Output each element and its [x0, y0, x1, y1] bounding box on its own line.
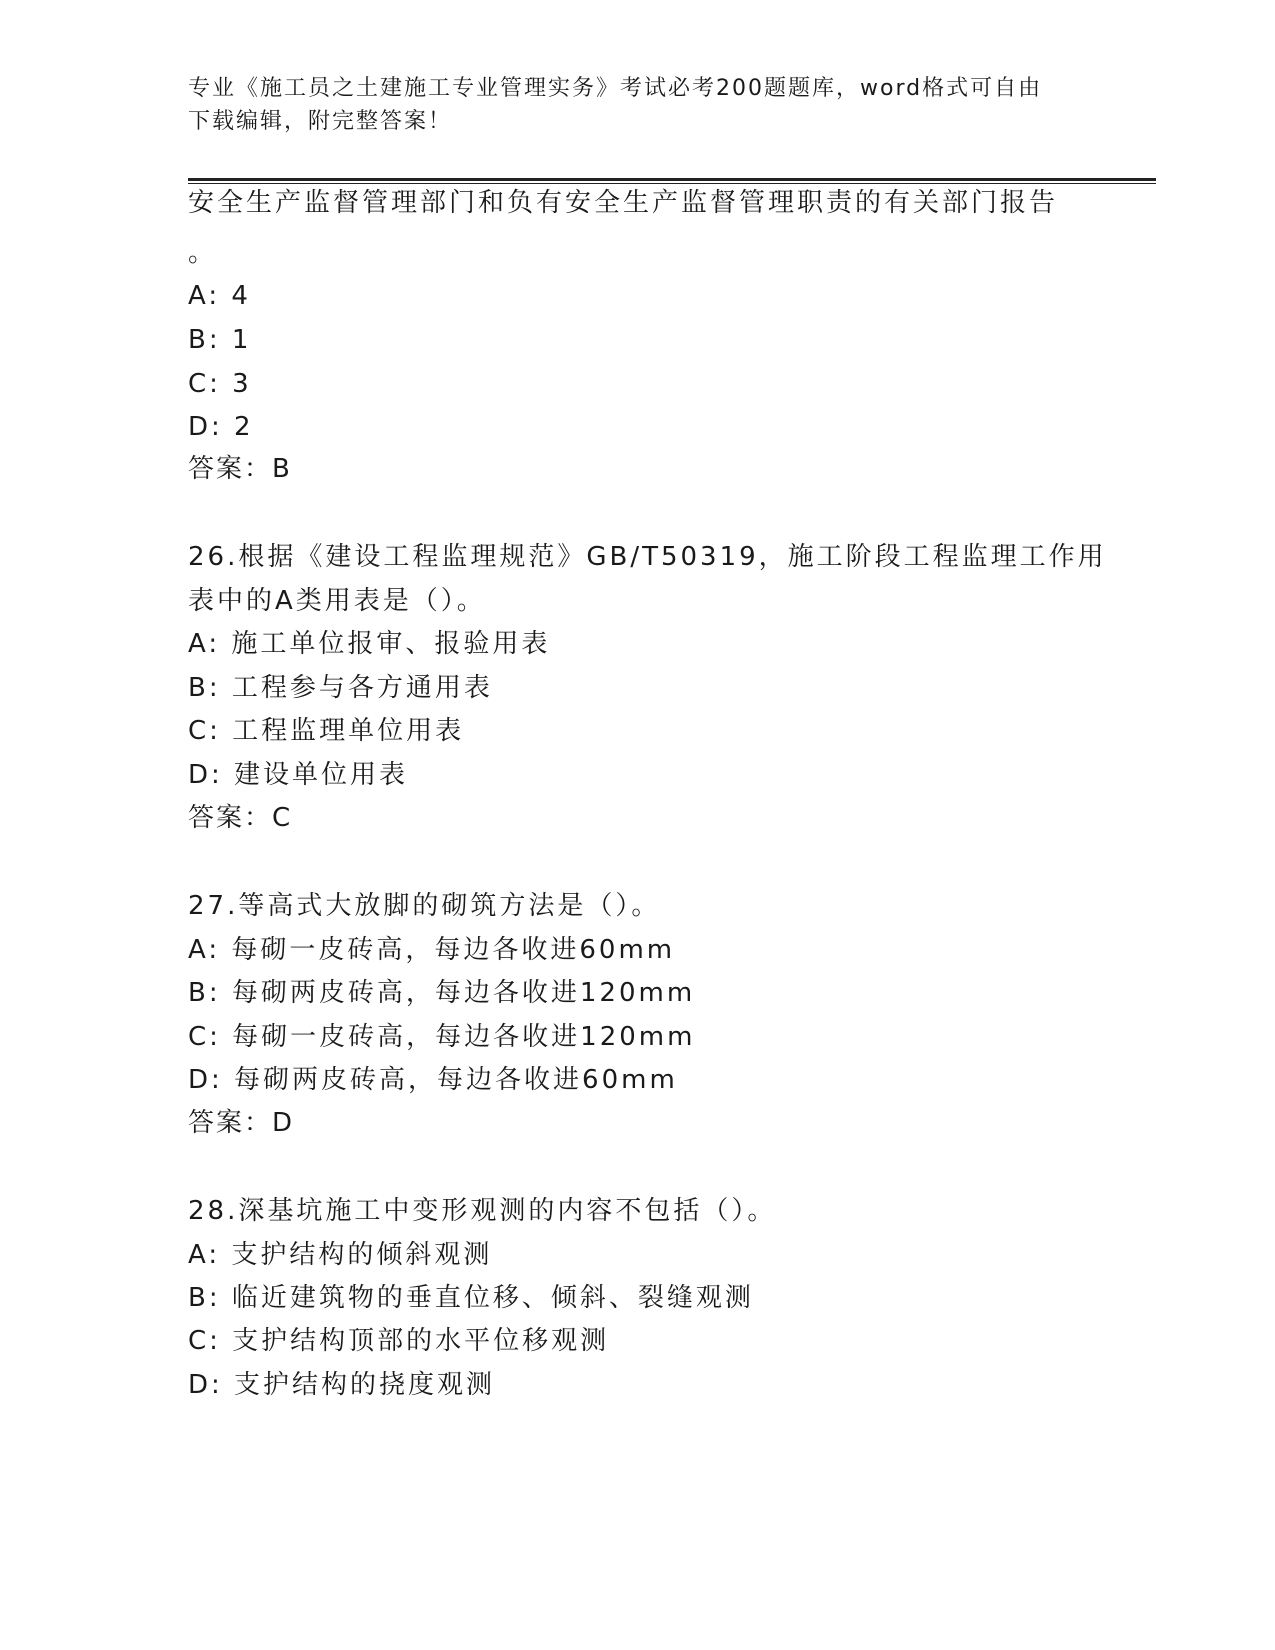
- q27-line-1: 27.等高式大放脚的砌筑方法是（）。: [188, 891, 661, 921]
- q27-answer: 答案：D: [188, 1108, 295, 1138]
- q28-option-b: B: 临近建筑物的垂直位移、倾斜、裂缝观测: [188, 1283, 754, 1313]
- q28-option-a: A: 支护结构的倾斜观测: [188, 1240, 493, 1270]
- q27-option-b: B: 每砌两皮砖高，每边各收进120mm: [188, 978, 696, 1008]
- document-header: [188, 72, 1068, 138]
- q27-option-c: C: 每砌一皮砖高，每边各收进120mm: [188, 1022, 696, 1052]
- header-line-1: 专业《施工员之土建施工专业管理实务》考试必考200题题库，word格式可自由: [188, 76, 1043, 101]
- q26-option-c: C: 工程监理单位用表: [188, 716, 465, 746]
- q26-option-a: A: 施工单位报审、报验用表: [188, 629, 551, 659]
- header-line-2: 下载编辑，附完整答案！: [188, 109, 453, 134]
- q27-option-a: A: 每砌一皮砖高，每边各收进60mm: [188, 935, 676, 965]
- header-divider-thick: [188, 178, 1156, 181]
- intro-answer: 答案：B: [188, 454, 292, 484]
- q28-option-c: C: 支护结构顶部的水平位移观测: [188, 1326, 610, 1356]
- q26-line-2: 表中的A类用表是（）。: [188, 586, 486, 616]
- q26-answer: 答案：C: [188, 803, 293, 833]
- q26-option-d: D: 建设单位用表: [188, 760, 409, 790]
- intro-line-2: 。: [188, 238, 218, 268]
- header-divider-thin: [188, 183, 1156, 184]
- intro-line-1: 安全生产监督管理部门和负有安全生产监督管理职责的有关部门报告: [188, 188, 1059, 218]
- intro-option-c: C: 3: [188, 369, 252, 399]
- intro-option-b: B: 1: [188, 325, 252, 355]
- q26-option-b: B: 工程参与各方通用表: [188, 673, 493, 703]
- intro-option-a: A: 4: [188, 281, 251, 311]
- q27-option-d: D: 每砌两皮砖高，每边各收进60mm: [188, 1065, 678, 1095]
- intro-option-d: D: 2: [188, 412, 254, 442]
- q28-line-1: 28.深基坑施工中变形观测的内容不包括（）。: [188, 1196, 777, 1226]
- q28-option-d: D: 支护结构的挠度观测: [188, 1370, 496, 1400]
- q26-line-1: 26.根据《建设工程监理规范》GB/T50319，施工阶段工程监理工作用: [188, 542, 1107, 572]
